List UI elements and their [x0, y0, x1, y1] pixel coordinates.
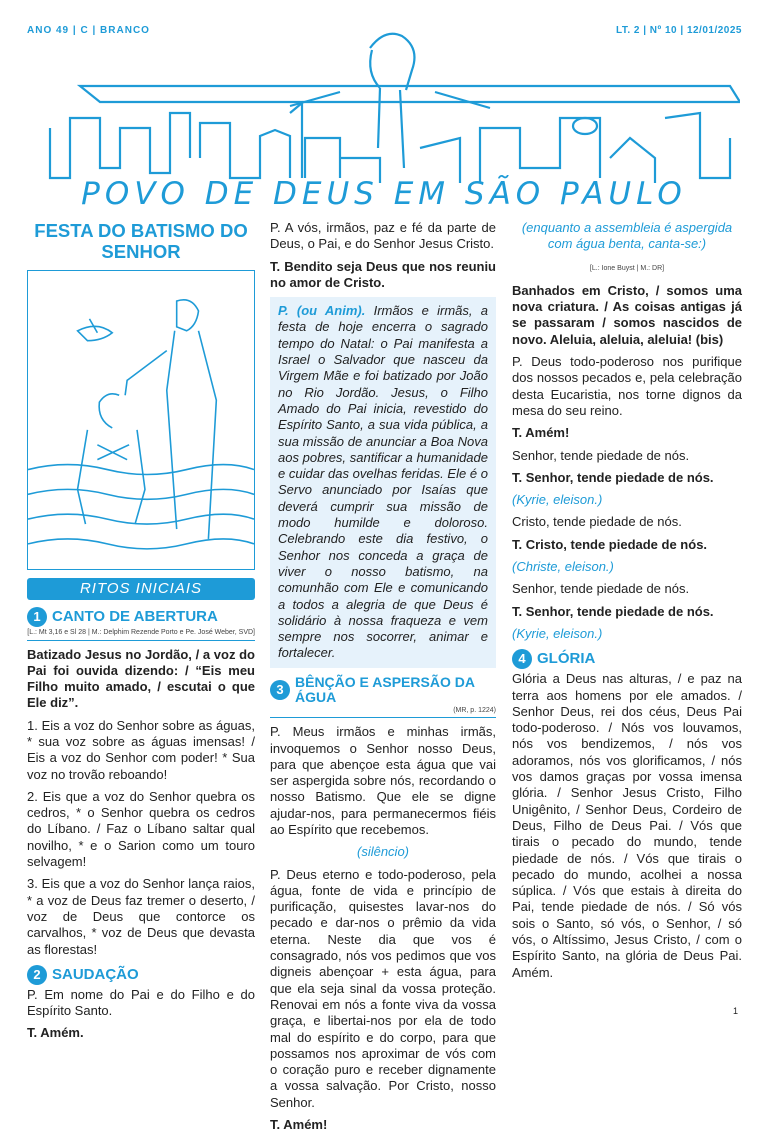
priest-line: P. Em nome do Pai e do Filho e do Espírito Santo.: [27, 986, 255, 1019]
verse-2: 2. Eis que a voz do Senhor quebra os cedros, * o Senhor quebra os cedros do Líbano. / Faz o Líbano saltar qual novilho, * e o Sarion como um touro selvagem!: [27, 788, 255, 870]
section-number: 2: [27, 965, 47, 985]
page-number: 1: [732, 1006, 738, 1016]
blessing-prayer: P. Deus eterno e todo-poderoso, pela água, fonte de vida e princípio de purificação, quisestes lavar-nos do pecado e dar-nos o prêmio da vida eterna. Neste dia que vos é consagrado, nós vos pedimos que vos digneis abençoar + esta água, para que ela seja sinal da vossa proteção. Renovai em nós a fonte viva da vossa graça, e libertai-nos por ela de todo mal do espírito e do corpo, para que possamos nos aproximar de vós com o coração puro e receber dignamente a vossa salvação. Por Cristo, nosso Senhor.: [270, 866, 496, 1110]
song-credit: [L.: Mt 3,16 e Sl 28 | M.: Delphim Rezende Porto e Pe. José Weber, SVD]: [27, 629, 255, 641]
kyrie-3-latin: (Kyrie, eleison.): [512, 625, 603, 641]
section-heading-canto-abertura: [27, 607, 255, 627]
gloria-text: Glória a Deus nas alturas, / e paz na terra aos homens por ele amados. / Senhor Deus, rei dos céus, Deus Pai todo-poderoso. / Nós vos louvamos, nós vos bendizemos, / nós vos adoramos, nós vos glorificamos, / nós vos damos graças por vossa imensa glória. / Senhor Jesus Cristo, Filho Unigênito, / Senhor Deus, Cordeiro de Deus, Filho de Deus Pai. / Vós que tirais o pecado do mundo, tende piedade de nós. / Vós que tirais o pecado do mundo, acolhei a nossa súplica. / Vós que estais à direita do Pai, tende piedade de nós. / Só vós sois o Santo, só vós, o Senhor, / só vós, o Altíssimo, Jesus Cristo, / com o Espírito Santo, na glória de Deus Pai. Amém.: [512, 671, 742, 980]
kyrie-3: Senhor, tende piedade de nós.: [512, 581, 690, 597]
all-response: T. Amém.: [27, 1025, 84, 1041]
edition-info: ANO 49 | C | BRANCO: [27, 25, 150, 36]
column-1: [27, 220, 255, 1048]
section-heading-saudacao: [27, 965, 255, 985]
all-response: T. Bendito seja Deus que nos reuniu no amor de Cristo.: [270, 258, 496, 290]
introduction-box: [270, 297, 496, 668]
priest-invitation: P. Meus irmãos e minhas irmãs, invoquemos o Senhor nosso Deus, para que abençoe esta água que vai ser aspergida sobre nós, recordando o nosso Batismo. Que ele se digne ajudar-nos, para permanecermos fiéis ao Espírito que recebemos.: [270, 724, 496, 837]
kyrie-1-latin: (Kyrie, eleison.): [512, 492, 603, 508]
baptism-illustration: [27, 270, 255, 570]
section-heading-gloria: [512, 649, 742, 669]
kyrie-2: Cristo, tende piedade de nós.: [512, 514, 682, 530]
rubric-silence: (silêncio): [356, 844, 409, 860]
verse-1: 1. Eis a voz do Senhor sobre as águas, * sua voz sobre as águas imensas! / Eis a voz do Senhor com poder! * Sua voz no trovão reboando!: [27, 717, 255, 782]
section-title: CANTO DE ABERTURA: [52, 607, 218, 625]
kyrie-2-latin: (Christe, eleison.): [512, 559, 614, 575]
column-3: [512, 220, 742, 987]
priest-line: P. A vós, irmãos, paz e fé da parte de Deus, o Pai, e do Senhor Jesus Cristo.: [270, 220, 496, 252]
kyrie-1: Senhor, tende piedade de nós.: [512, 447, 690, 463]
song-credit: [L.: Ione Buyst | M.: DR]: [589, 264, 665, 272]
feast-title: FESTA DO BATISMO DO SENHOR: [34, 220, 248, 262]
section-number: 4: [512, 649, 532, 669]
speaker-label: P. (ou Anim).: [278, 303, 366, 319]
priest-line: P. Deus todo-poderoso nos purifique dos nossos pecados e, pela celebração desta Eucaristia, nos torne dignos da mesa do seu reino.: [512, 354, 742, 418]
all-response: T. Amém!: [270, 1117, 328, 1133]
section-number: 1: [27, 607, 47, 627]
missal-reference: (MR, p. 1224): [270, 707, 496, 719]
section-title: BÊNÇÃO E ASPERSÃO DA ÁGUA: [295, 673, 475, 705]
introduction-text: Irmãos e irmãs, a festa de hoje encerra o sagrado tempo do Natal: o Pai manifesta a Israel o Salvador que nasceu da Virgem Mãe e foi batizado por João no Rio Jordão. Jesus, o Filho Amado do Pai inicia, revestido do Espírito Santo, a sua vida pública, a sua missão de anunciar a Boa Nova aos pobres, santificar a humanidade e cuidar das ovelhas feridas. Ele é o Servo anunciado por Isaías que deverá cumprir sua missão de modo humilde e doloroso. Celebrando este dia festivo, o Senhor nos conceda a graça de viver o nosso batismo, na comunhão com Ele e comunicando a todos a alegria de que Deus é solidário à nossa fraqueza e vem sempre nos socorrer, animar e fortalecer.: [278, 303, 488, 661]
section-number: 3: [270, 680, 290, 700]
verse-3: 3. Eis que a voz do Senhor lança raios, * a voz de Deus faz tremer o deserto, / voz de Deus que contorce os carvalhos, * voz de Deus que devasta as florestas!: [27, 876, 255, 957]
aspersion-song: Banhados em Cristo, / somos uma nova criatura. / As coisas antigas já se passaram / somos nascidos de novo. Aleluia, aleluia, aleluia! (bis): [512, 282, 742, 347]
rubric-aspersion: (enquanto a assembleia é aspergida com água benta, canta-se:): [521, 220, 733, 252]
all-response: T. Amém!: [512, 425, 570, 441]
masthead-title: POVO DE DEUS EM SÃO PAULO: [81, 176, 687, 212]
section-title: GLÓRIA: [537, 650, 596, 668]
refrain: Batizado Jesus no Jordão, / a voz do Pai foi ouvida dizendo: / “Eis meu Filho muito amado, / escutai o que Ele diz”.: [27, 646, 255, 711]
issue-info: LT. 2 | Nº 10 | 12/01/2025: [615, 25, 742, 36]
kyrie-2-response: T. Cristo, tende piedade de nós.: [512, 536, 708, 552]
section-bar-ritos-iniciais: RITOS INICIAIS: [27, 578, 255, 600]
section-title: SAUDAÇÃO: [52, 965, 139, 983]
column-2: [270, 220, 496, 1139]
kyrie-3-response: T. Senhor, tende piedade de nós.: [512, 603, 714, 619]
section-heading-bencao-aspersao: [270, 675, 496, 705]
kyrie-1-response: T. Senhor, tende piedade de nós.: [512, 469, 714, 485]
